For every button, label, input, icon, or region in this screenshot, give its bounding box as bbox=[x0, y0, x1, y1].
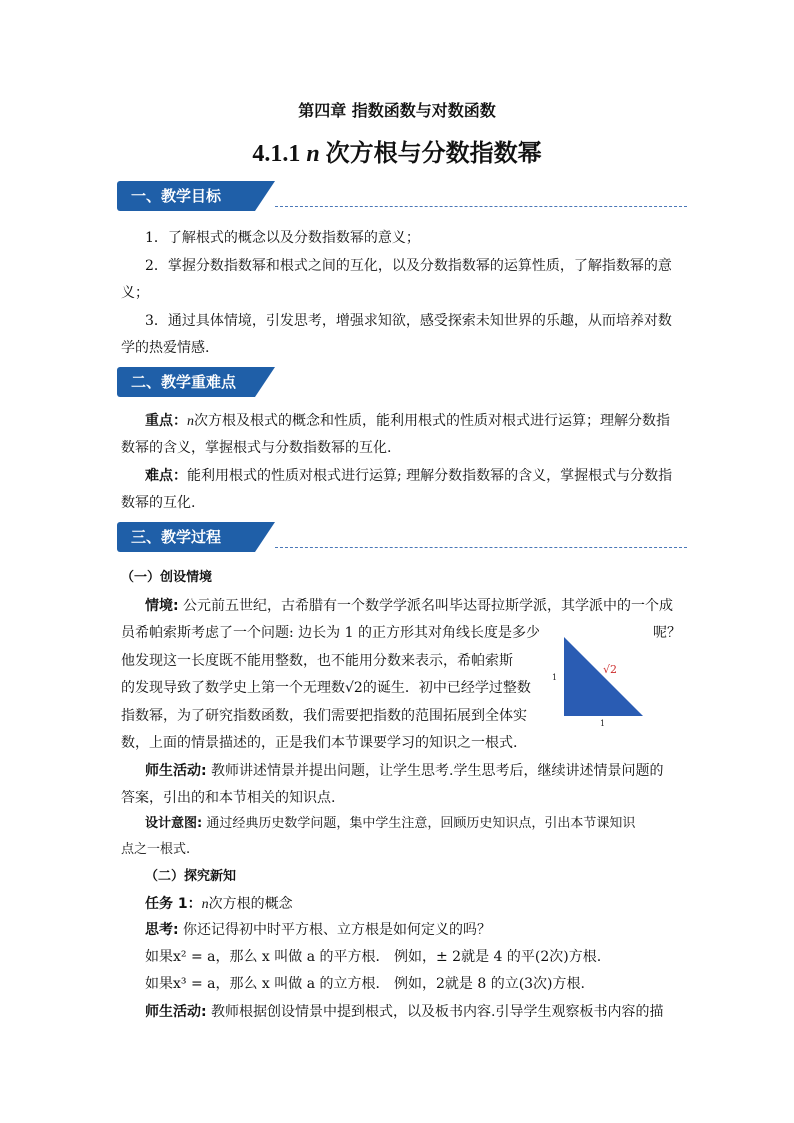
design-intent-cont: 点之一根式. bbox=[121, 842, 191, 857]
goal-2: 2．掌握分数指数幂和根式之间的互化，以及分数指数幂的运算性质，了解指数幂的意 bbox=[145, 258, 672, 274]
activity-label: 师生活动: bbox=[145, 763, 207, 779]
goal-2-cont: 义； bbox=[121, 285, 149, 301]
banner-dash-line bbox=[275, 547, 687, 548]
design-intent bbox=[145, 814, 635, 834]
design-intent-text: 通过经典历史数学问题，集中学生注意，回顾历史知识点，引出本节课知识 bbox=[202, 816, 636, 831]
scenario-line-5: 指数幂，为了研究指数函数，我们需要把指数的范围拓展到全体实 bbox=[121, 708, 527, 724]
think-text: 你还记得初中时平方根、立方根是如何定义的吗？ bbox=[178, 922, 492, 938]
banner-tip bbox=[255, 181, 275, 211]
section-title-keypoints: 二、教学重难点 bbox=[117, 367, 255, 397]
title-number: 4.1.1 bbox=[252, 141, 307, 167]
subsection-explore: （二）探究新知 bbox=[145, 869, 237, 884]
scenario-line-4 bbox=[121, 678, 531, 698]
scenario-label: 情境: bbox=[145, 598, 179, 614]
goal-3-cont: 学的热爱情感. bbox=[121, 340, 210, 356]
difficult-point-text: 能利用根式的性质对根式进行运算; 理解分数指数幂的含义，掌握根式与分数指 bbox=[187, 468, 673, 484]
activity-2-label: 师生活动: bbox=[145, 1004, 207, 1020]
scenario-line-6: 数，上面的情景描述的，正是我们本节课要学习的知识之一根式. bbox=[121, 735, 518, 751]
scenario-line-1 bbox=[145, 596, 673, 616]
difficult-point-cont: 数幂的互化. bbox=[121, 495, 196, 511]
goal-3: 3．通过具体情境，引发思考，增强求知欲，感受探索未知世界的乐趣，从而培养对数 bbox=[145, 313, 672, 329]
key-point-text: 次方根及根式的概念和性质，能利用根式的性质对根式进行运算；理解分数指 bbox=[194, 413, 670, 429]
page-title bbox=[0, 133, 794, 168]
scenario-line-4a: 的发现导致了数学史上第一个无理数 bbox=[121, 680, 345, 696]
sqrt2-symbol: √2 bbox=[345, 680, 363, 696]
subsection-scenario: （一）创设情境 bbox=[121, 570, 213, 585]
task-label: 任务 1： bbox=[145, 896, 202, 912]
task-text: 次方根的概念 bbox=[208, 896, 293, 912]
scenario-text: 公元前五世纪，古希腊有一个数学学派名叫毕达哥拉斯学派，其学派中的一个成 bbox=[178, 598, 674, 614]
key-point-cont: 数幂的含义，掌握根式与分数指数幂的互化. bbox=[121, 440, 392, 456]
section-title-goals: 一、教学目标 bbox=[117, 181, 255, 211]
banner-tip bbox=[255, 522, 275, 552]
activity-1 bbox=[145, 761, 664, 781]
hypotenuse-label: √2 bbox=[603, 663, 618, 676]
scenario-line-4b: 的诞生．初中已经学过整数 bbox=[362, 680, 531, 696]
right-triangle bbox=[564, 637, 643, 716]
title-text: 次方根与分数指数幂 bbox=[319, 141, 542, 167]
think-label: 思考: bbox=[145, 922, 179, 938]
section-title-process: 三、教学过程 bbox=[117, 522, 255, 552]
activity-text: 教师讲述情景并提出问题，让学生思考.学生思考后，继续讲述情景问题的 bbox=[206, 763, 664, 779]
banner-dash-line bbox=[275, 206, 687, 207]
definition-cube-root: 如果x³ = a，那么 x 叫做 a 的立方根． 例如，2就是 8 的立(3次)方根. bbox=[145, 976, 585, 992]
banner-tip bbox=[255, 367, 275, 397]
side-bottom-label: 1 bbox=[600, 719, 606, 728]
key-point bbox=[145, 411, 670, 432]
side-left-label: 1 bbox=[552, 673, 558, 682]
task-1 bbox=[145, 894, 293, 915]
triangle-figure bbox=[548, 632, 648, 728]
task-n: n bbox=[201, 897, 209, 912]
activity-2-text: 教师根据创设情景中提到根式，以及板书内容.引导学生观察板书内容的描 bbox=[206, 1004, 664, 1020]
key-point-label: 重点： bbox=[145, 413, 187, 429]
difficult-point bbox=[145, 466, 672, 486]
scenario-line-2: 员希帕索斯考虑了一个问题: 边长为 1 的正方形其对角线长度是多少 bbox=[121, 625, 540, 641]
scenario-line-2-end: 呢？ bbox=[653, 625, 681, 641]
goal-1: 1．了解根式的概念以及分数指数幂的意义； bbox=[145, 230, 420, 246]
scenario-line-3: 他发现这一长度既不能用整数，也不能用分数来表示，希帕索斯 bbox=[121, 653, 513, 669]
title-n: n bbox=[306, 141, 320, 167]
activity-1-cont: 答案，引出的和本节相关的知识点. bbox=[121, 790, 336, 806]
definition-square-root: 如果x² = a，那么 x 叫做 a 的平方根． 例如，± 2就是 4 的平(2次)方根. bbox=[145, 949, 602, 965]
activity-2 bbox=[145, 1002, 664, 1022]
chapter-title: 第四章 指数函数与对数函数 bbox=[298, 101, 496, 120]
design-intent-label: 设计意图: bbox=[145, 816, 203, 831]
think-question bbox=[145, 920, 491, 940]
difficult-point-label: 难点： bbox=[145, 468, 187, 484]
key-point-n: n bbox=[187, 414, 194, 429]
